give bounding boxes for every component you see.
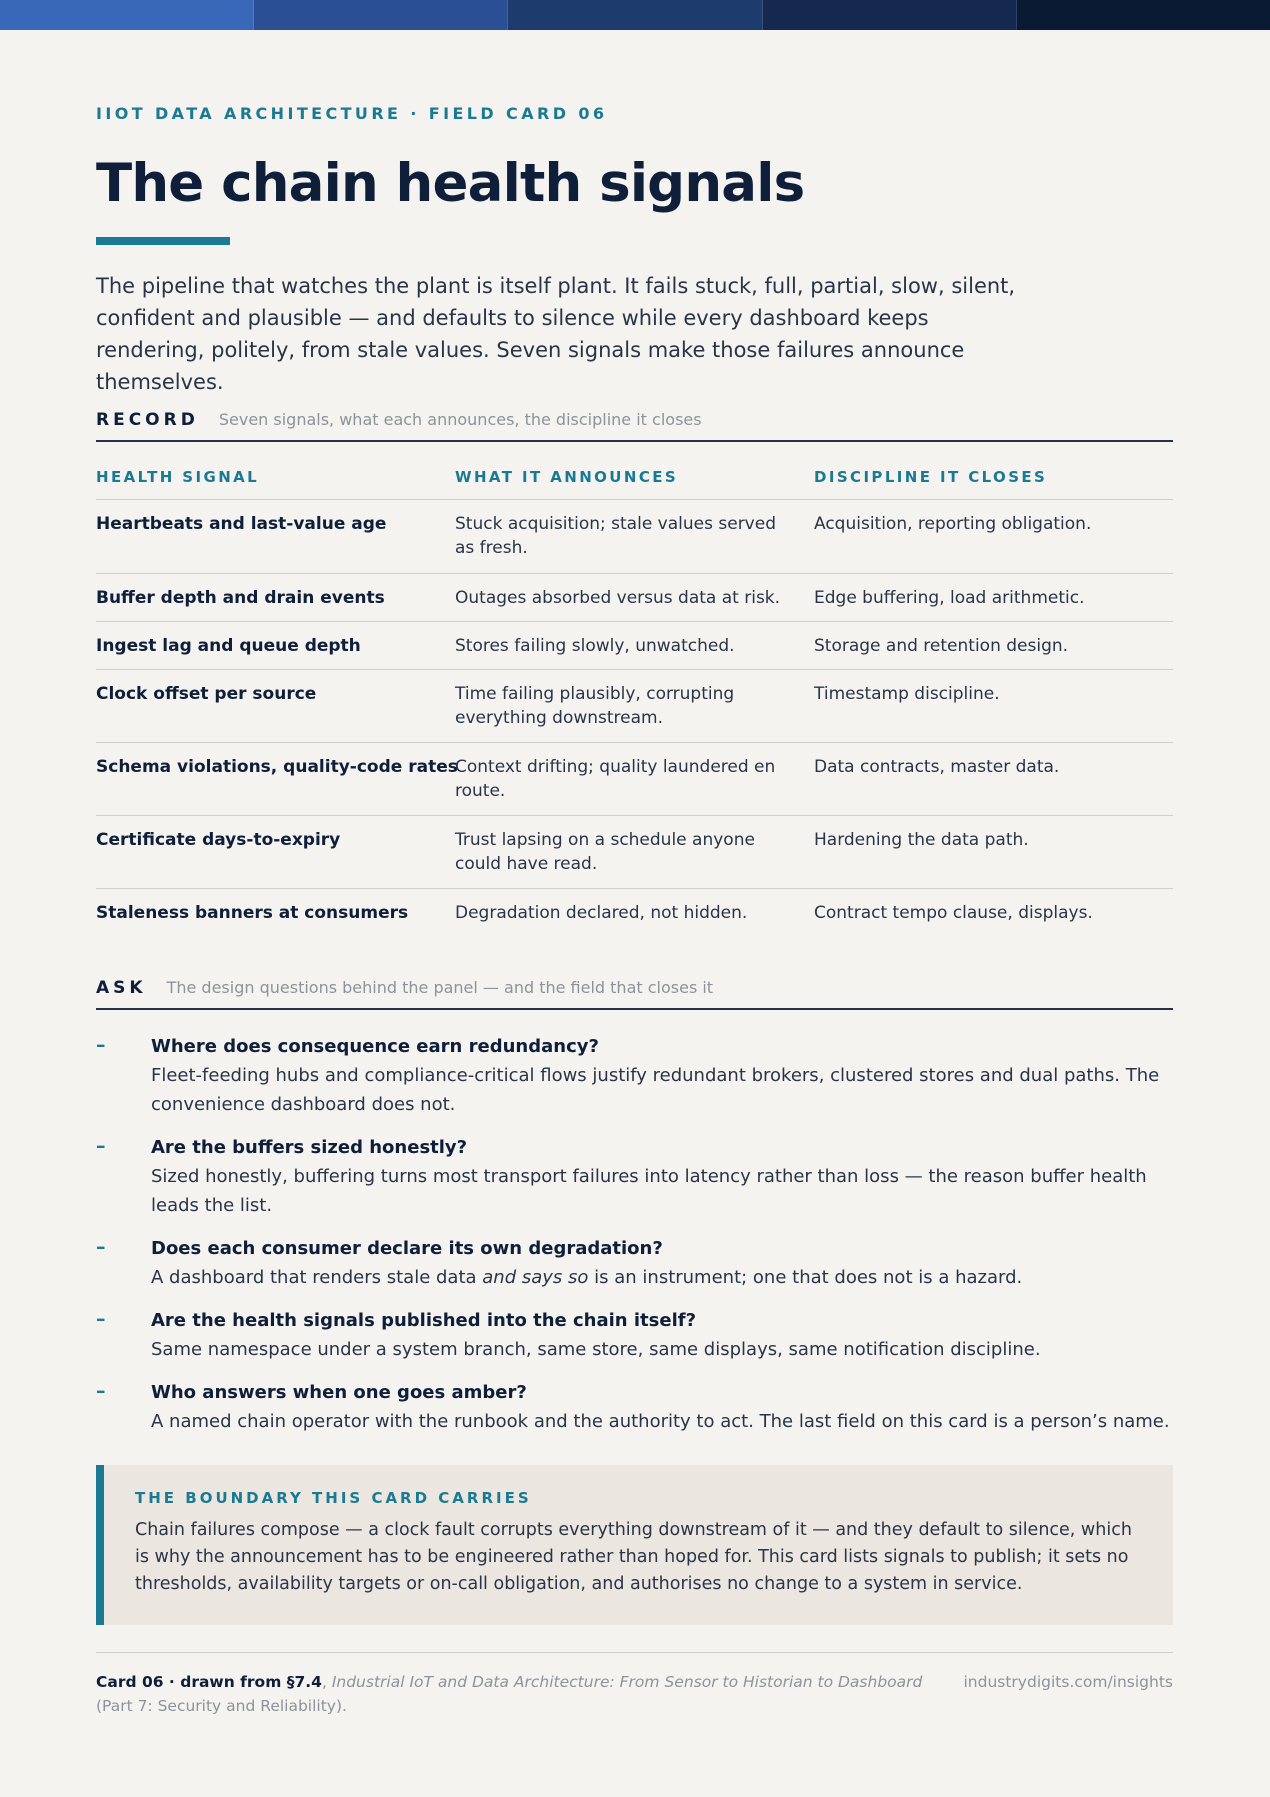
top-bar-segment [508, 0, 762, 30]
question-text: Are the health signals published into the chain itself? [151, 1310, 697, 1331]
table-row [96, 816, 1173, 889]
callout-heading: THE BOUNDARY THIS CARD CARRIES [135, 1489, 532, 1507]
signal-name: Certificate days-to-expiry [96, 830, 341, 850]
ask-section-header [96, 978, 1173, 1010]
answer-text [151, 1263, 1173, 1292]
signal-closes: Acquisition, reporting obligation. [814, 514, 1092, 534]
question-text: Where does consequence earn redundancy? [151, 1036, 599, 1057]
card-reference: Card 06 · drawn from §7.4 [96, 1673, 322, 1691]
dash-marker: – [96, 1236, 106, 1258]
boundary-callout [96, 1465, 1173, 1625]
top-color-bar [0, 0, 1270, 30]
signal-table [96, 500, 1173, 941]
signal-closes: Hardening the data path. [814, 830, 1029, 850]
signal-announces: Stores failing slowly, unwatched. [455, 636, 735, 656]
dash-marker: – [96, 1034, 106, 1056]
question-text: Does each consumer declare its own degradation? [151, 1238, 663, 1259]
answer-text: A named chain operator with the runbook and the authority to act. The last field on this card is a person’s name. [151, 1411, 1170, 1432]
book-title: Industrial IoT and Data Architecture: From Sensor to Historian to Dashboard [331, 1673, 923, 1691]
answer-text-start: A dashboard that renders stale data [151, 1267, 483, 1288]
site-link[interactable]: industrydigits.com/insights [963, 1673, 1173, 1691]
record-label: RECORD [96, 410, 199, 430]
dash-marker: – [96, 1308, 106, 1330]
table-row [96, 574, 1173, 622]
signal-announces: Time failing plausibly, corrupting everything downstream. [455, 684, 735, 728]
signal-name: Staleness banners at consumers [96, 903, 409, 923]
ask-label: ASK [96, 978, 147, 998]
signal-announces: Trust lapsing on a schedule anyone could have read. [455, 830, 755, 874]
record-section-header [96, 410, 1173, 442]
signal-name: Heartbeats and last-value age [96, 514, 387, 534]
column-header-announces: WHAT IT ANNOUNCES [455, 468, 679, 486]
list-item [96, 1135, 1173, 1220]
ask-subtitle: The design questions behind the panel — and the field that closes it [166, 978, 714, 997]
answer-text: Fleet-feeding hubs and compliance-critical flows justify redundant brokers, clustered stores and dual paths. The convenience dashboard does not. [151, 1065, 1160, 1115]
column-header-closes: DISCIPLINE IT CLOSES [814, 468, 1048, 486]
table-header [96, 468, 1173, 500]
signal-name: Ingest lag and queue depth [96, 636, 361, 656]
top-bar-segment [254, 0, 508, 30]
signal-closes: Data contracts, master data. [814, 757, 1060, 777]
signal-name: Clock offset per source [96, 684, 317, 704]
table-row [96, 889, 1173, 941]
signal-closes: Edge buffering, load arithmetic. [814, 588, 1085, 608]
list-item [96, 1034, 1173, 1119]
answer-text: Sized honestly, buffering turns most transport failures into latency rather than loss — the reason buffer health leads the list. [151, 1166, 1147, 1216]
top-bar-segment [0, 0, 254, 30]
signal-name: Buffer depth and drain events [96, 588, 385, 608]
table-row [96, 670, 1173, 743]
page-title: The chain health signals [96, 153, 805, 214]
eyebrow: IIOT DATA ARCHITECTURE · FIELD CARD 06 [96, 104, 608, 123]
citation-separator: , [321, 1673, 332, 1691]
title-accent-rule [96, 237, 230, 245]
signal-name: Schema violations, quality-code rates [96, 757, 458, 777]
answer-emphasis: and says so [482, 1267, 589, 1288]
answer-text-end: is an instrument; one that does not is a hazard. [588, 1267, 1023, 1288]
footer-citation [96, 1670, 926, 1718]
signal-announces: Degradation declared, not hidden. [455, 903, 748, 923]
question-text: Who answers when one goes amber? [151, 1382, 527, 1403]
signal-closes: Timestamp discipline. [814, 684, 1000, 704]
list-item [96, 1308, 1173, 1364]
question-list [96, 1034, 1173, 1452]
dash-marker: – [96, 1380, 106, 1402]
top-bar-segment [763, 0, 1017, 30]
footer [96, 1652, 1173, 1715]
signal-announces: Outages absorbed versus data at risk. [455, 588, 781, 608]
column-header-signal: HEALTH SIGNAL [96, 468, 260, 486]
signal-announces: Stuck acquisition; stale values served as fresh. [455, 514, 776, 558]
question-text: Are the buffers sized honestly? [151, 1137, 468, 1158]
table-row [96, 743, 1173, 816]
table-row [96, 622, 1173, 670]
record-subtitle: Seven signals, what each announces, the discipline it closes [218, 410, 702, 429]
dash-marker: – [96, 1135, 106, 1157]
table-row [96, 500, 1173, 574]
callout-body: Chain failures compose — a clock fault corrupts everything downstream of it — and they default to silence, which is why the announcement has to be engineered rather than hoped for. This card lists signals to publish; it sets no thresholds, availability targets or on-call obligation, and authorises no change to a system in service. [135, 1520, 1132, 1594]
book-part: (Part 7: Security and Reliability). [96, 1697, 347, 1715]
answer-text: Same namespace under a system branch, same store, same displays, same notification discipline. [151, 1339, 1041, 1360]
signal-announces: Context drifting; quality laundered en route. [455, 757, 776, 801]
list-item [96, 1380, 1173, 1436]
signal-closes: Storage and retention design. [814, 636, 1069, 656]
list-item [96, 1236, 1173, 1292]
signal-closes: Contract tempo clause, displays. [814, 903, 1093, 923]
top-bar-segment [1017, 0, 1270, 30]
lede-paragraph: The pipeline that watches the plant is itself plant. It fails stuck, full, partial, slow, silent, confident and plausible — and defaults to silence while every dashboard keeps rendering, politely, from stale values. Seven signals make those failures announce themselves. [96, 274, 1016, 394]
